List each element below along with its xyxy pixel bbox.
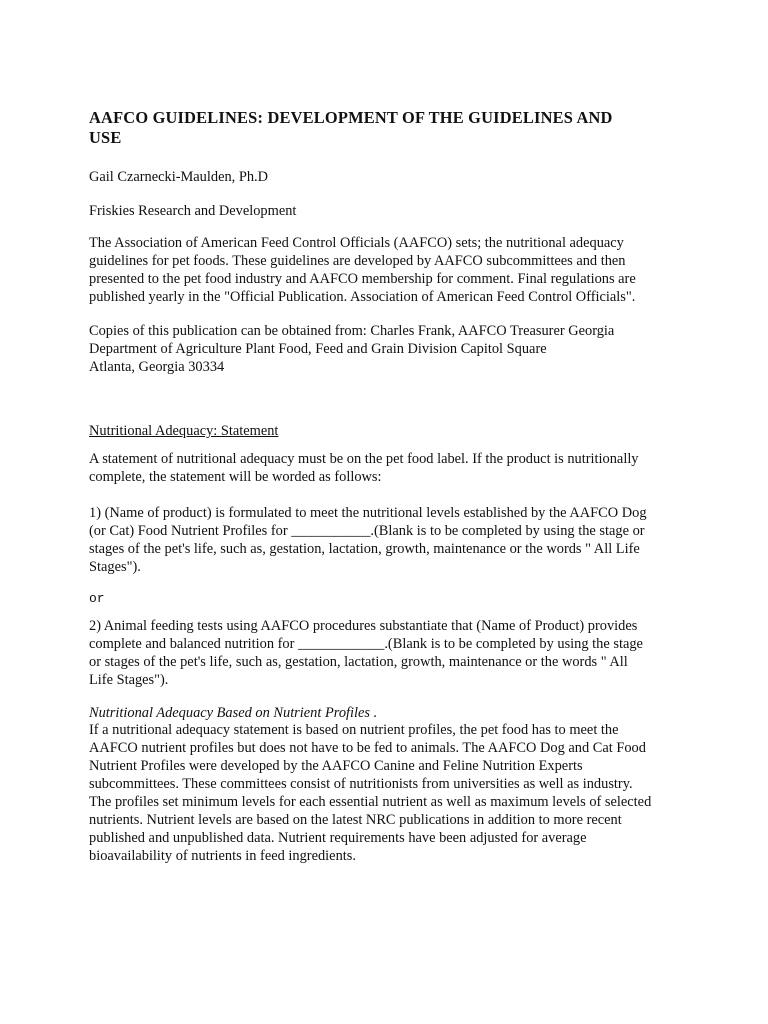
text-line: complete, the statement will be worded as follows: [89,469,382,485]
text-line: Life Stages"). [89,672,169,688]
text-line: Atlanta, Georgia 30334 [89,359,225,375]
text-line: complete and balanced nutrition for ____________.(Blank is to be completed by using the stage [89,636,643,652]
text-line: 1) (Name of product) is formulated to meet the nutritional levels established by the AAFCO Dog [89,505,647,521]
text-line: Nutrient Profiles were developed by the AAFCO Canine and Feline Nutrition Experts [89,758,583,774]
title-line: AAFCO GUIDELINES: DEVELOPMENT OF THE GUIDELINES AND [89,108,613,127]
text-line: subcommittees. These committees consist of nutritionists from universities as well as industry. [89,776,633,792]
document-title [89,108,659,148]
text-line: nutrients. Nutrient levels are based on the latest NRC publications in addition to more recent [89,812,622,828]
text-line: presented to the pet food industry and AAFCO membership for comment. Final regulations are [89,271,636,287]
text-line: Copies of this publication can be obtained from: Charles Frank, AAFCO Treasurer Georgia [89,323,615,339]
text-line: bioavailability of nutrients in feed ingredients. [89,848,356,864]
text-line: AAFCO nutrient profiles but does not have to be fed to animals. The AAFCO Dog and Cat Food [89,740,646,756]
author-name: Gail Czarnecki-Maulden, Ph.D [89,169,269,185]
section-heading-statement: Nutritional Adequacy: Statement [89,423,279,439]
text-line: The Association of American Feed Control Officials (AAFCO) sets; the nutritional adequacy [89,235,624,251]
text-line: or stages of the pet's life, such as, gestation, lactation, growth, maintenance or the words " All [89,654,628,670]
text-line: Stages"). [89,559,141,575]
text-line: stages of the pet's life, such as, gestation, lactation, growth, maintenance or the words " All Life [89,541,640,557]
statement-option-1 [89,504,689,576]
text-line: guidelines for pet foods. These guidelines are developed by AAFCO subcommittees and then [89,253,626,269]
text-line: published and unpublished data. Nutrient requirements have been adjusted for average [89,830,587,846]
statement-option-2 [89,617,689,689]
title-line: USE [89,128,122,147]
text-line: Department of Agriculture Plant Food, Feed and Grain Division Capitol Square [89,341,547,357]
nutrient-profiles-paragraph [89,721,689,865]
text-line: 2) Animal feeding tests using AAFCO procedures substantiate that (Name of Product) provides [89,618,638,634]
publication-address-paragraph [89,322,689,376]
text-line: (or Cat) Food Nutrient Profiles for ___________.(Blank is to be completed by using the stage or [89,523,645,539]
or-separator: or [89,591,105,606]
statement-paragraph [89,450,689,486]
text-line: A statement of nutritional adequacy must be on the pet food label. If the product is nutritionally [89,451,639,467]
author-affiliation: Friskies Research and Development [89,203,297,219]
intro-paragraph [89,234,689,306]
text-line: If a nutritional adequacy statement is based on nutrient profiles, the pet food has to meet the [89,722,619,738]
text-line: published yearly in the "Official Publication. Association of American Feed Control Officials". [89,289,636,305]
text-line: The profiles set minimum levels for each essential nutrient as well as maximum levels of selected [89,794,652,810]
section-heading-nutrient-profiles: Nutritional Adequacy Based on Nutrient Profiles . [89,705,378,721]
